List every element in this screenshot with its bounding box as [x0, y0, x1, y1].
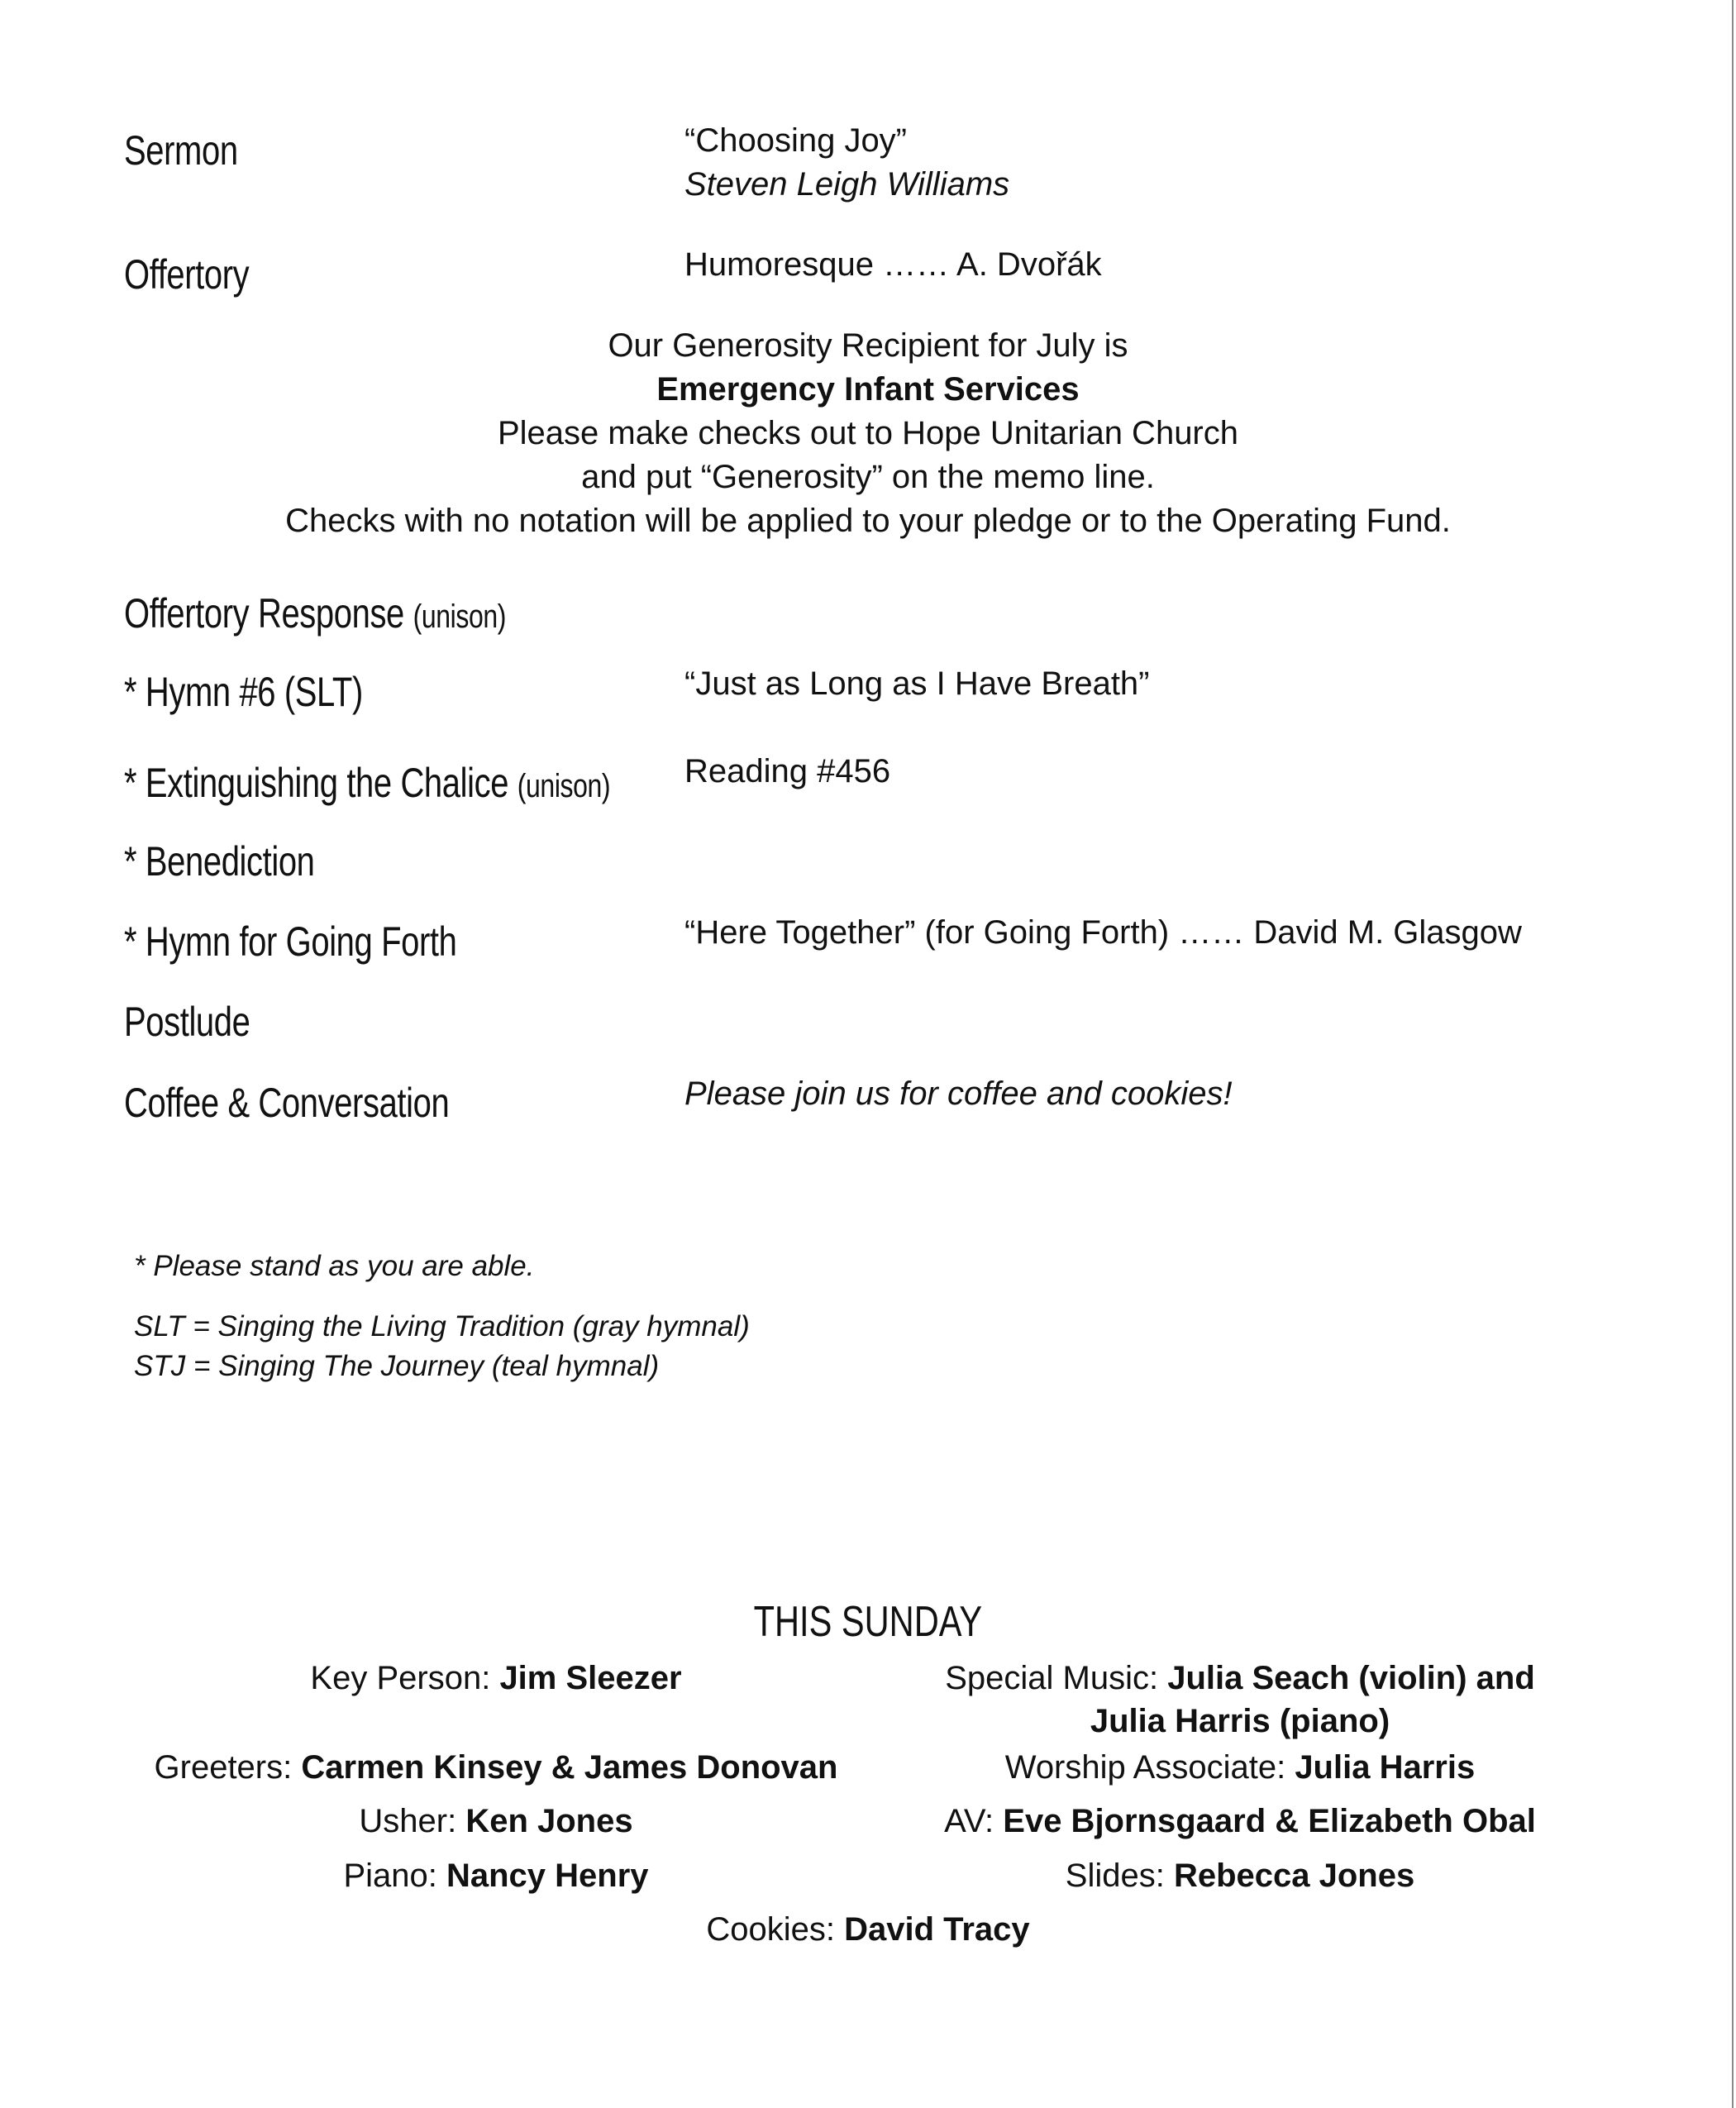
usher [124, 1800, 868, 1843]
av-label: AV: [944, 1803, 1004, 1839]
hymn-6-title: “Just as Long as I Have Breath” [684, 665, 1150, 702]
piano-name: Nancy Henry [446, 1858, 649, 1894]
heading-hymn-6: * Hymn #6 (SLT) [124, 669, 363, 715]
greeters-label: Greeters: [154, 1749, 302, 1786]
generosity-notation: Checks with no notation will be applied to your pledge or to the Operating Fund. [285, 503, 1451, 539]
coffee-invitation: Please join us for coffee and cookies! [684, 1075, 1233, 1112]
piano-label: Piano: [343, 1858, 446, 1894]
this-sunday-title-text: THIS SUNDAY [753, 1598, 983, 1646]
cookies-label: Cookies: [706, 1911, 845, 1948]
heading-benediction: * Benediction [124, 838, 315, 885]
heading-hymn-going-forth: * Hymn for Going Forth [124, 918, 457, 965]
special-music [868, 1657, 1612, 1743]
sermon-speaker: Steven Leigh Williams [684, 166, 1010, 203]
cookies [0, 1908, 1736, 1951]
av [868, 1800, 1612, 1843]
offertory-response-unison: (unison) [413, 599, 507, 635]
page-edge-line [1732, 0, 1734, 2108]
generosity-checks: Please make checks out to Hope Unitarian Church [497, 415, 1238, 451]
heading-postlude: Postlude [124, 999, 250, 1045]
special-music-name-2: Julia Harris (piano) [1090, 1703, 1390, 1739]
key-person-label: Key Person: [310, 1660, 500, 1696]
heading-coffee-conversation: Coffee & Conversation [124, 1080, 450, 1126]
sermon-title: “Choosing Joy” [684, 122, 908, 159]
heading-extinguishing-chalice [124, 759, 610, 807]
piano [124, 1854, 868, 1897]
stand-note: * Please stand as you are able. [134, 1250, 535, 1282]
extinguishing-chalice-label: * Extinguishing the Chalice [124, 760, 509, 806]
heading-offertory: Offertory [124, 251, 250, 298]
generosity-intro: Our Generosity Recipient for July is [608, 327, 1128, 364]
generosity-memo: and put “Generosity” on the memo line. [581, 459, 1155, 495]
heading-offertory-response [124, 589, 506, 637]
heading-sermon: Sermon [124, 127, 238, 174]
slides-label: Slides: [1065, 1858, 1174, 1894]
key-person [124, 1657, 868, 1700]
av-names: Eve Bjornsgaard & Elizabeth Obal [1003, 1803, 1536, 1839]
going-forth-hymn: “Here Together” (for Going Forth) …… David M. Glasgow [684, 914, 1522, 951]
greeters-names: Carmen Kinsey & James Donovan [301, 1749, 838, 1786]
offertory-piece: Humoresque …… A. Dvořák [684, 246, 1102, 283]
slides [868, 1854, 1612, 1897]
generosity-recipient: Emergency Infant Services [656, 371, 1080, 408]
cookies-name: David Tracy [844, 1911, 1030, 1948]
extinguishing-chalice-unison: (unison) [517, 768, 611, 804]
greeters [124, 1746, 868, 1789]
usher-label: Usher: [359, 1803, 466, 1839]
slides-name: Rebecca Jones [1173, 1858, 1415, 1894]
usher-name: Ken Jones [465, 1803, 633, 1839]
this-sunday-title [0, 1597, 1736, 1647]
special-music-name-1: Julia Seach (violin) and [1167, 1660, 1535, 1696]
slt-note: SLT = Singing the Living Tradition (gray hymnal) [134, 1310, 750, 1343]
special-music-label: Special Music: [945, 1660, 1168, 1696]
worship-associate-name: Julia Harris [1295, 1749, 1476, 1786]
chalice-reading: Reading #456 [684, 753, 891, 789]
worship-associate [868, 1746, 1612, 1789]
offertory-response-label: Offertory Response [124, 590, 404, 637]
worship-associate-label: Worship Associate: [1004, 1749, 1295, 1786]
stj-note: STJ = Singing The Journey (teal hymnal) [134, 1350, 660, 1382]
key-person-name: Jim Sleezer [499, 1660, 682, 1696]
